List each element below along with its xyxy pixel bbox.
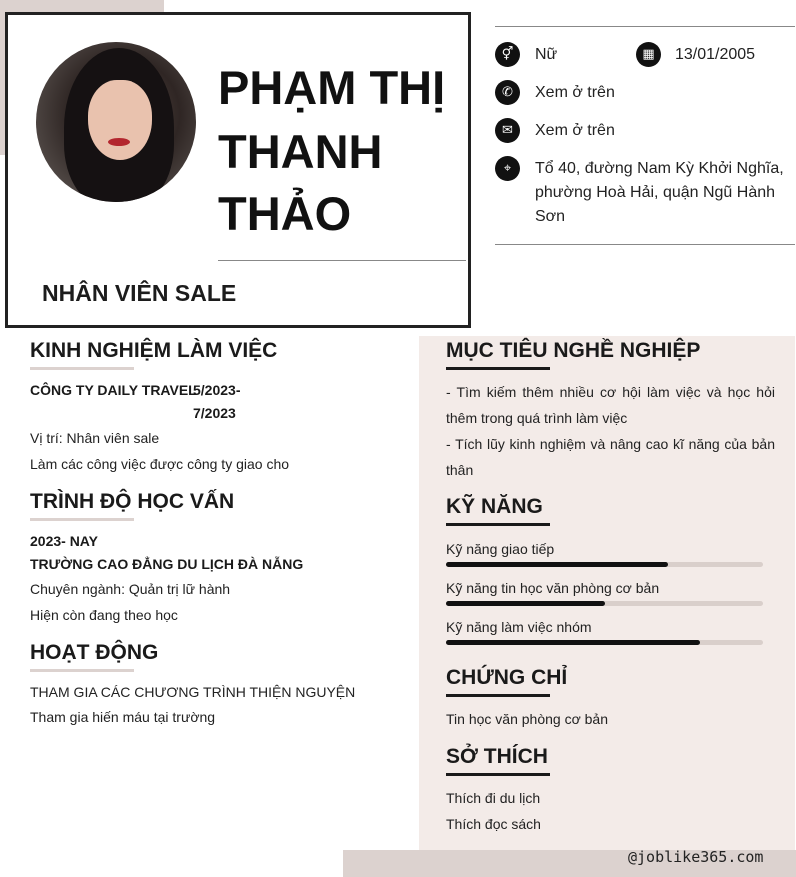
certificate-item-1: Tin học văn phòng cơ bản — [446, 711, 608, 727]
address-line-2: phường Hoà Hải, quận Ngũ Hành — [535, 184, 776, 201]
skill-track-2 — [446, 601, 763, 606]
name-line-3: THẢO — [218, 187, 352, 240]
avatar-face — [88, 80, 152, 160]
address-line-3: Sơn — [535, 208, 566, 225]
hobby-item-2: Thích đọc sách — [446, 816, 541, 832]
hobbies-title: SỞ THÍCH — [446, 745, 548, 768]
experience-position: Vị trí: Nhân viên sale — [30, 430, 160, 446]
education-title-bar — [30, 518, 134, 521]
experience-description: Làm các công việc được công ty giao cho — [30, 456, 290, 472]
education-title: TRÌNH ĐỘ HỌC VẤN — [30, 490, 235, 513]
experience-period-end: 7/2023 — [193, 405, 236, 421]
skills-title-bar — [446, 523, 550, 526]
email-value: Xem ở trên — [535, 122, 615, 139]
phone-icon: ✆ — [495, 80, 520, 105]
skill-level-3 — [446, 640, 700, 645]
certificates-title: CHỨNG CHỈ — [446, 666, 568, 689]
job-title: NHÂN VIÊN SALE — [42, 280, 237, 306]
education-status: Hiện còn đang theo học — [30, 607, 178, 623]
certificates-title-bar — [446, 694, 550, 697]
activity-item-1: THAM GIA CÁC CHƯƠNG TRÌNH THIỆN NGUYỆN — [30, 684, 356, 700]
contact-bottom-divider — [495, 244, 795, 245]
education-school: TRƯỜNG CAO ĐẲNG DU LỊCH ĐÀ NẴNG — [30, 556, 304, 572]
objective-item-1: - Tìm kiếm thêm nhiều cơ hội làm việc và học hỏi thêm trong quá trình làm việc — [446, 384, 775, 426]
skill-track-1 — [446, 562, 763, 567]
experience-company: CÔNG TY DAILY TRAVEL — [30, 382, 197, 398]
name-line-1: PHẠM THỊ — [218, 61, 446, 114]
skill-level-1 — [446, 562, 668, 567]
activities-title: HOẠT ĐỘNG — [30, 641, 159, 664]
objective-title-bar — [446, 367, 550, 370]
name-divider — [218, 260, 466, 261]
skill-label-3: Kỹ năng làm việc nhóm — [446, 619, 592, 635]
activity-item-2: Tham gia hiến máu tại trường — [30, 709, 216, 725]
experience-title: KINH NGHIỆM LÀM VIỆC — [30, 339, 278, 362]
hobby-item-1: Thích đi du lịch — [446, 790, 541, 806]
skills-title: KỸ NĂNG — [446, 495, 543, 518]
avatar-lips — [108, 138, 130, 146]
activities-title-bar — [30, 669, 134, 672]
skill-label-1: Kỹ năng giao tiếp — [446, 541, 555, 557]
phone-value: Xem ở trên — [535, 84, 615, 101]
avatar-image — [36, 42, 196, 202]
skill-track-3 — [446, 640, 763, 645]
experience-period-start: 5/2023- — [193, 382, 241, 398]
calendar-icon: ▦ — [636, 42, 661, 67]
mail-icon: ✉ — [495, 118, 520, 143]
objective-item-2: - Tích lũy kinh nghiệm và nâng cao kĩ năng của bản thân — [446, 436, 775, 478]
birthdate-value: 13/01/2005 — [675, 46, 756, 63]
address-line-1: Tổ 40, đường Nam Kỳ Khởi Nghĩa, — [535, 160, 784, 177]
gender-value: Nữ — [535, 46, 558, 63]
education-period: 2023- NAY — [30, 533, 98, 549]
name-line-2: THANH — [218, 125, 383, 178]
objective-title: MỤC TIÊU NGHỀ NGHIỆP — [446, 339, 701, 362]
location-pin-icon: ⌖ — [495, 156, 520, 181]
contact-top-divider — [495, 26, 795, 27]
watermark-text: @joblike365.com — [628, 848, 764, 866]
gender-icon: ⚥ — [495, 42, 520, 67]
skill-level-2 — [446, 601, 605, 606]
avatar — [25, 31, 198, 204]
experience-title-bar — [30, 367, 134, 370]
skill-label-2: Kỹ năng tin học văn phòng cơ bản — [446, 580, 660, 596]
education-major: Chuyên ngành: Quản trị lữ hành — [30, 581, 231, 597]
hobbies-title-bar — [446, 773, 550, 776]
